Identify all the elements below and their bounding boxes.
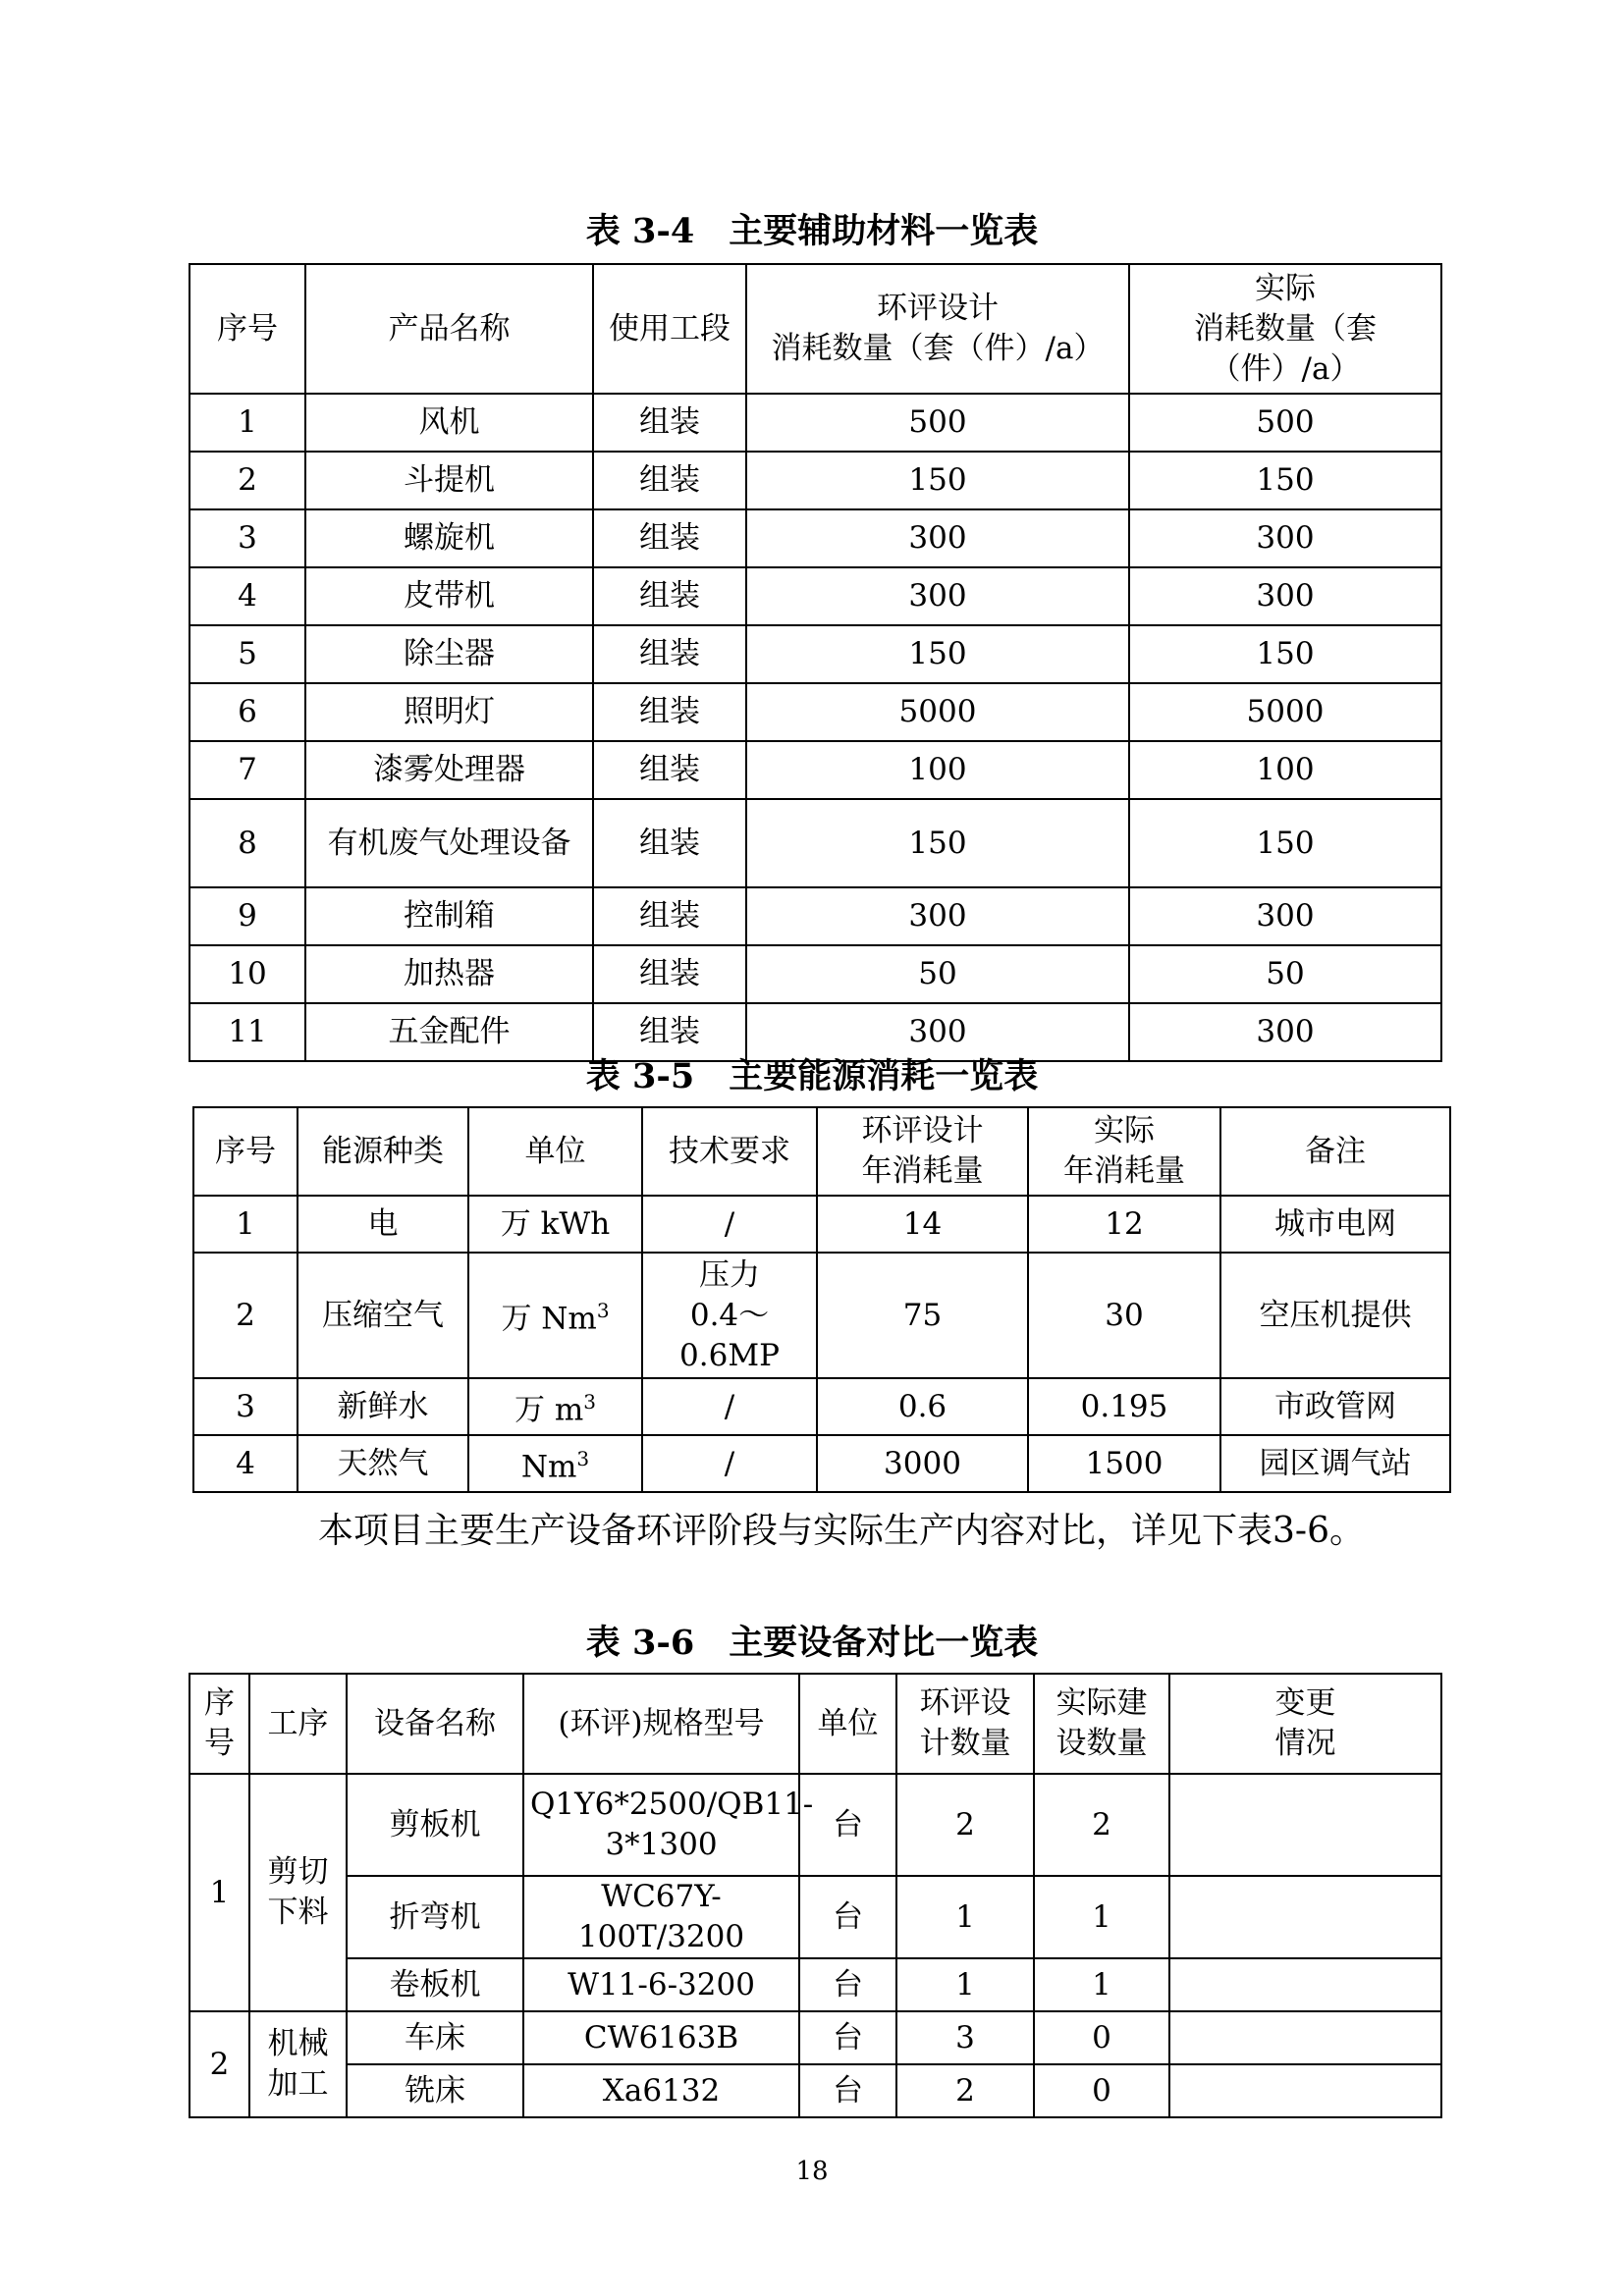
group-number-cell: 2 (189, 2011, 249, 2117)
table-cell: 500 (746, 394, 1129, 452)
table-row (189, 887, 1441, 945)
table-cell: 组装 (593, 625, 746, 683)
header-cell: 工序 (249, 1674, 347, 1774)
table-cell: 300 (1129, 509, 1441, 567)
table-cell: Q1Y6*2500/QB11- 3*1300 (523, 1774, 799, 1876)
table-row (193, 1378, 1450, 1435)
table-cell: 台 (799, 2064, 896, 2117)
table-3-5-caption: 表 3-5 主要能源消耗一览表 (585, 1056, 1039, 1096)
table-cell: 组装 (593, 394, 746, 452)
table-cell: 城市电网 (1220, 1196, 1450, 1253)
table-cell: 1 (193, 1196, 298, 1253)
table-cell: Xa6132 (523, 2064, 799, 2117)
table-cell: 0 (1034, 2064, 1169, 2117)
header-cell: 变更 情况 (1169, 1674, 1441, 1774)
page-number: 18 (795, 2157, 829, 2186)
table-cell: 300 (1129, 887, 1441, 945)
table-cell: 组装 (593, 567, 746, 625)
table-row (189, 945, 1441, 1003)
table-row (189, 1003, 1441, 1061)
table-row (189, 683, 1441, 741)
table-cell: 电 (298, 1196, 468, 1253)
table-cell: / (642, 1196, 817, 1253)
table-cell: 卷板机 (347, 1958, 523, 2011)
table-cell: 10 (189, 945, 305, 1003)
table-row (189, 567, 1441, 625)
table-cell: 1 (896, 1876, 1034, 1958)
table-cell: 照明灯 (305, 683, 593, 741)
table-cell: 折弯机 (347, 1876, 523, 1958)
table-cell: 1 (896, 1958, 1034, 2011)
table-cell: 150 (746, 625, 1129, 683)
header-cell: 使用工段 (593, 264, 746, 394)
table-cell: 万 $m^3$ (468, 1378, 642, 1435)
table-header-row (189, 264, 1441, 394)
header-cell: 环评设 计数量 (896, 1674, 1034, 1774)
table-cell: 1500 (1028, 1435, 1220, 1492)
table-cell: 2 (896, 1774, 1034, 1876)
table-cell: 台 (799, 1958, 896, 2011)
table-header-row (189, 1674, 1441, 1774)
table-cell: 1 (1034, 1958, 1169, 2011)
table-row (189, 741, 1441, 799)
table-cell: 除尘器 (305, 625, 593, 683)
header-cell: 技术要求 (642, 1107, 817, 1196)
table-cell: 12 (1028, 1196, 1220, 1253)
table-cell (1169, 2011, 1441, 2064)
table-row (193, 1253, 1450, 1378)
table-cell: 台 (799, 2011, 896, 2064)
table-cell: 组装 (593, 887, 746, 945)
table-cell: 300 (746, 887, 1129, 945)
table-cell: 2 (1034, 1774, 1169, 1876)
table-cell: 0.6 (817, 1378, 1028, 1435)
table-cell: 50 (746, 945, 1129, 1003)
table-cell: 11 (189, 1003, 305, 1061)
table-row (193, 1435, 1450, 1492)
table-cell: 9 (189, 887, 305, 945)
table-cell: 6 (189, 683, 305, 741)
table-cell: 5000 (746, 683, 1129, 741)
table-cell: 150 (1129, 625, 1441, 683)
table-cell: 组装 (593, 683, 746, 741)
header-cell: 环评设计 年消耗量 (817, 1107, 1028, 1196)
table-cell: 剪板机 (347, 1774, 523, 1876)
header-cell: 序 号 (189, 1674, 249, 1774)
table-3-6 (189, 1673, 1442, 2118)
table-row (189, 1876, 1441, 1958)
process-cell: 剪切 下料 (249, 1774, 347, 2011)
table-cell: 5000 (1129, 683, 1441, 741)
header-cell: 能源种类 (298, 1107, 468, 1196)
table-cell: 300 (746, 1003, 1129, 1061)
table-row (189, 2064, 1441, 2117)
table-row (189, 1774, 1441, 1876)
table-cell: / (642, 1435, 817, 1492)
table-cell (1169, 2064, 1441, 2117)
table-cell: 300 (1129, 567, 1441, 625)
table-cell: 14 (817, 1196, 1028, 1253)
table-3-4 (189, 263, 1442, 1062)
table-cell: 组装 (593, 741, 746, 799)
table-cell: 3 (896, 2011, 1034, 2064)
header-cell: 实际 消耗数量（套（件）/a） (1129, 264, 1441, 394)
table-cell: 0 (1034, 2011, 1169, 2064)
table-cell: 100 (1129, 741, 1441, 799)
table-cell: 五金配件 (305, 1003, 593, 1061)
table-row (189, 394, 1441, 452)
table-cell: 铣床 (347, 2064, 523, 2117)
table-cell (1169, 1876, 1441, 1958)
table-cell: W11-6-3200 (523, 1958, 799, 2011)
table-cell: 斗提机 (305, 452, 593, 509)
table-row (189, 509, 1441, 567)
table-cell: 压力 0.4～ 0.6MP (642, 1253, 817, 1378)
table-cell: 组装 (593, 799, 746, 887)
header-cell: 实际建 设数量 (1034, 1674, 1169, 1774)
header-cell: 实际 年消耗量 (1028, 1107, 1220, 1196)
table-cell: 4 (193, 1435, 298, 1492)
table-cell: 组装 (593, 1003, 746, 1061)
table-cell: 150 (746, 799, 1129, 887)
table-cell: / (642, 1378, 817, 1435)
table-cell: 1 (189, 394, 305, 452)
header-cell: 单位 (799, 1674, 896, 1774)
table-cell: 300 (1129, 1003, 1441, 1061)
table-row (193, 1196, 1450, 1253)
table-header-row (193, 1107, 1450, 1196)
table-cell: 30 (1028, 1253, 1220, 1378)
table-cell: 皮带机 (305, 567, 593, 625)
table-cell (1169, 1774, 1441, 1876)
body-paragraph: 本项目主要生产设备环评阶段与实际生产内容对比，详见下表3-6。 (318, 1511, 1365, 1551)
table-row (189, 2011, 1441, 2064)
table-row (189, 1958, 1441, 2011)
table-cell: 300 (746, 509, 1129, 567)
table-cell: 0.195 (1028, 1378, 1220, 1435)
table-cell: Nm$^3$ (468, 1435, 642, 1492)
table-cell: 150 (746, 452, 1129, 509)
table-cell: 2 (189, 452, 305, 509)
table-cell: 压缩空气 (298, 1253, 468, 1378)
table-row (189, 625, 1441, 683)
table-cell: 2 (193, 1253, 298, 1378)
table-cell: 漆雾处理器 (305, 741, 593, 799)
table-cell: 100 (746, 741, 1129, 799)
table-cell: 天然气 (298, 1435, 468, 1492)
table-cell: 150 (1129, 799, 1441, 887)
table-cell: 控制箱 (305, 887, 593, 945)
table-3-5 (192, 1106, 1451, 1493)
table-cell: 3 (189, 509, 305, 567)
table-cell: CW6163B (523, 2011, 799, 2064)
table-cell: 组装 (593, 452, 746, 509)
table-3-4-caption: 表 3-4 主要辅助材料一览表 (585, 211, 1039, 251)
header-cell: 环评设计 消耗数量（套（件）/a） (746, 264, 1129, 394)
table-cell: 园区调气站 (1220, 1435, 1450, 1492)
table-cell: 台 (799, 1774, 896, 1876)
header-cell: 备注 (1220, 1107, 1450, 1196)
table-cell: 500 (1129, 394, 1441, 452)
table-cell (1169, 1958, 1441, 2011)
table-cell: 新鲜水 (298, 1378, 468, 1435)
header-cell: 产品名称 (305, 264, 593, 394)
table-cell: 150 (1129, 452, 1441, 509)
table-cell: 风机 (305, 394, 593, 452)
table-cell: 万 Nm$^3$ (468, 1253, 642, 1378)
table-cell: 2 (896, 2064, 1034, 2117)
table-cell: 3000 (817, 1435, 1028, 1492)
table-row (189, 452, 1441, 509)
table-cell: 300 (746, 567, 1129, 625)
table-cell: 8 (189, 799, 305, 887)
header-cell: 设备名称 (347, 1674, 523, 1774)
table-cell: 组装 (593, 945, 746, 1003)
table-cell: 组装 (593, 509, 746, 567)
table-cell: 7 (189, 741, 305, 799)
group-number-cell: 1 (189, 1774, 249, 2011)
table-cell: 加热器 (305, 945, 593, 1003)
table-cell: 4 (189, 567, 305, 625)
header-cell: (环评)规格型号 (523, 1674, 799, 1774)
process-cell: 机械 加工 (249, 2011, 347, 2117)
table-cell: 5 (189, 625, 305, 683)
table-cell: 1 (1034, 1876, 1169, 1958)
table-cell: 万 kWh (468, 1196, 642, 1253)
table-3-6-caption: 表 3-6 主要设备对比一览表 (585, 1623, 1039, 1663)
table-cell: 有机废气处理设备 (305, 799, 593, 887)
table-cell: 50 (1129, 945, 1441, 1003)
table-cell: WC67Y-100T/3200 (523, 1876, 799, 1958)
table-cell: 车床 (347, 2011, 523, 2064)
table-cell: 75 (817, 1253, 1028, 1378)
header-cell: 序号 (189, 264, 305, 394)
header-cell: 序号 (193, 1107, 298, 1196)
table-cell: 台 (799, 1876, 896, 1958)
table-row (189, 799, 1441, 887)
table-cell: 空压机提供 (1220, 1253, 1450, 1378)
table-cell: 螺旋机 (305, 509, 593, 567)
header-cell: 单位 (468, 1107, 642, 1196)
table-cell: 市政管网 (1220, 1378, 1450, 1435)
table-cell: 3 (193, 1378, 298, 1435)
